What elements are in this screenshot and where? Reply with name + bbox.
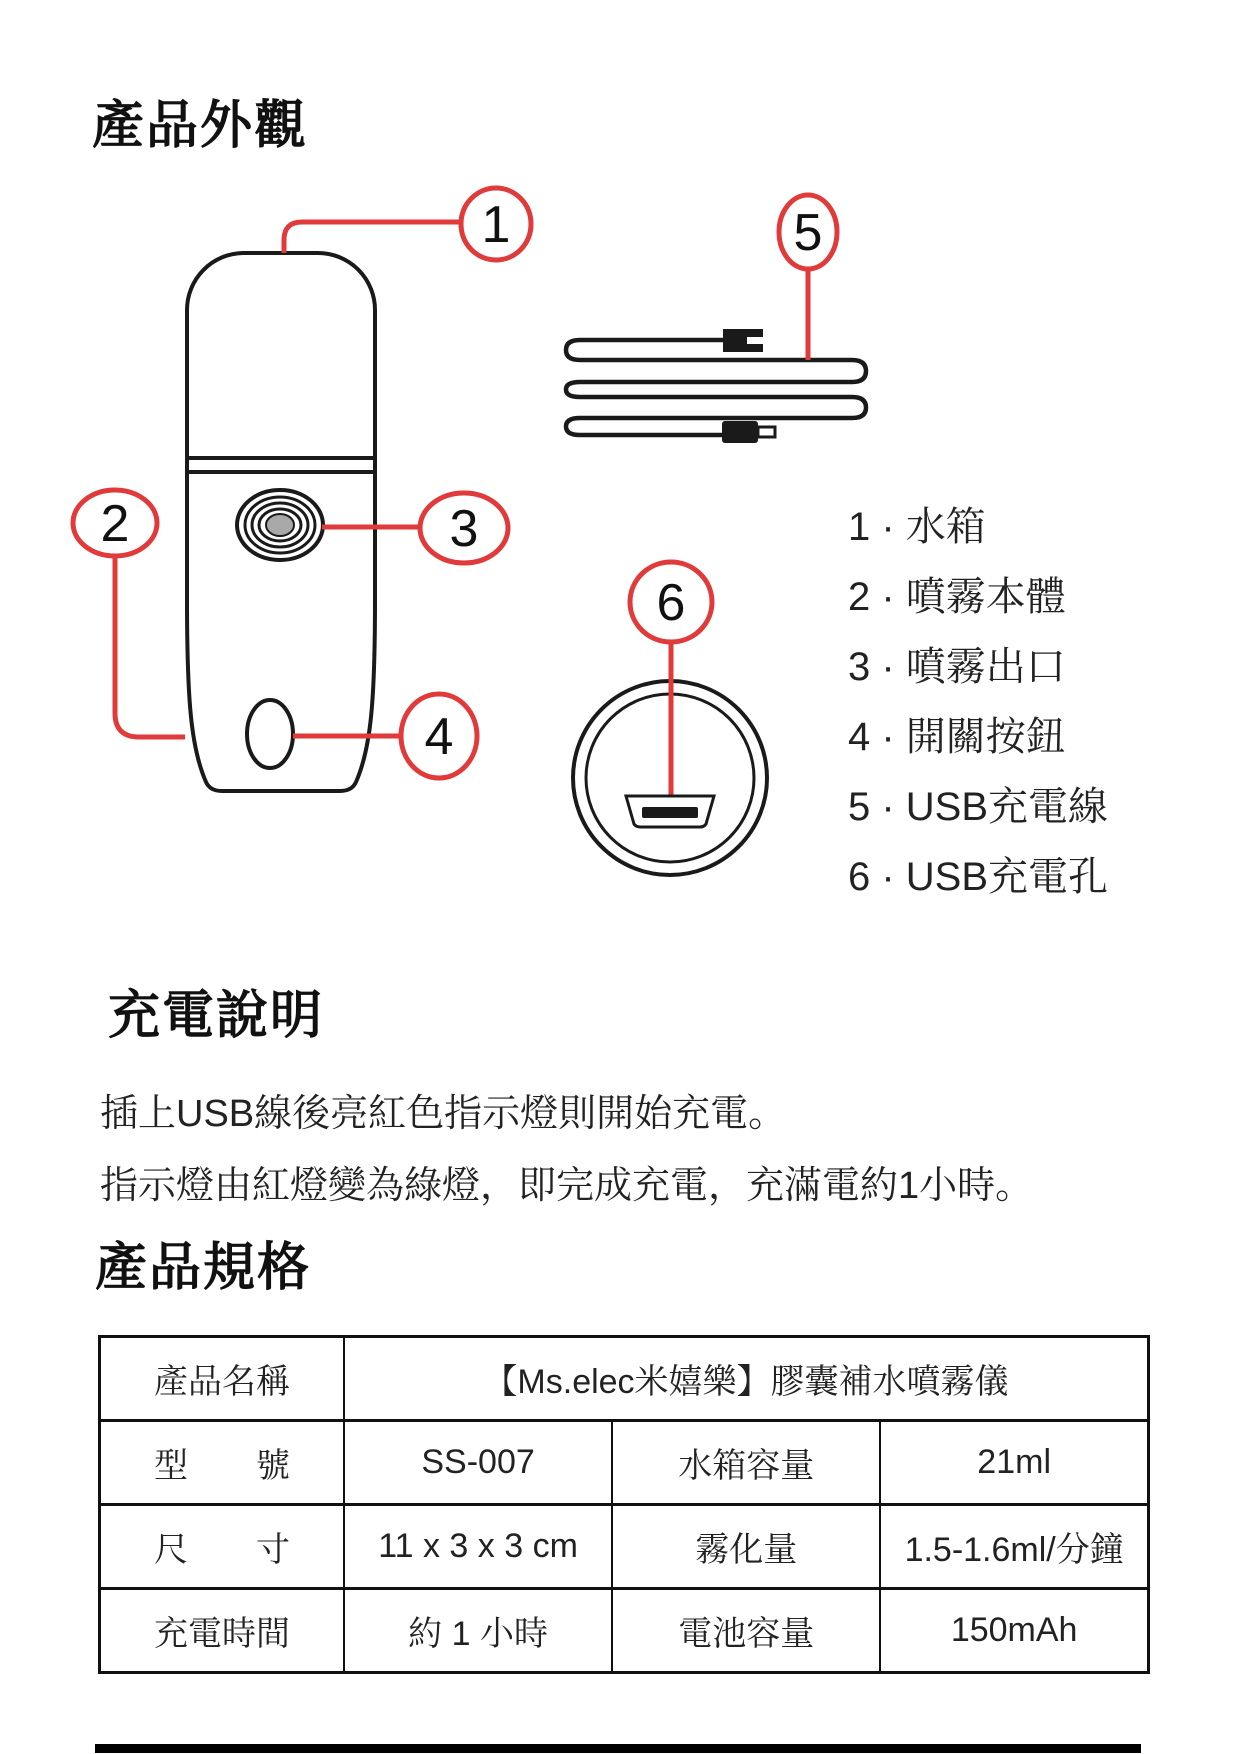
table-row	[100, 1421, 1149, 1505]
section-title-specs: 產品規格	[95, 1239, 312, 1297]
specs-table	[98, 1335, 1150, 1674]
callout-circle-6	[630, 562, 712, 642]
svg-text:3: 3	[449, 500, 479, 558]
micro-usb-connector	[722, 421, 775, 443]
spec-label-tank-capacity: 水箱容量	[612, 1421, 880, 1505]
callout-circle-2	[73, 490, 157, 556]
callout-circle-3	[420, 493, 508, 563]
spec-label-product-name: 產品名稱	[100, 1337, 345, 1421]
section-title-charging: 充電說明	[108, 987, 325, 1045]
spec-value-size: 11 x 3 x 3 cm	[344, 1505, 612, 1589]
svg-text:5: 5	[793, 204, 823, 262]
usb-a-connector	[723, 329, 763, 352]
section-title-appearance: 產品外觀	[92, 97, 309, 155]
legend	[848, 492, 1108, 912]
charging-line-2: 指示燈由紅燈變為綠燈，即完成充電，充滿電約1小時。	[100, 1165, 1034, 1207]
callout-circle-1	[461, 188, 531, 260]
spec-label-mist-rate: 霧化量	[612, 1505, 880, 1589]
table-row	[100, 1589, 1149, 1673]
svg-text:4: 4	[424, 708, 454, 766]
table-row	[100, 1337, 1149, 1421]
spec-value-product-name: 【Ms.elec米嬉樂】膠囊補水噴霧儀	[344, 1337, 1149, 1421]
callout-circle-4	[401, 694, 477, 778]
charging-instructions	[100, 1078, 1033, 1222]
power-button	[247, 700, 293, 768]
callout-line-1	[284, 222, 461, 253]
legend-item-1: 1 · 水箱	[848, 505, 986, 549]
svg-text:2: 2	[100, 495, 130, 553]
legend-item-6: 6 · USB充電孔	[848, 855, 1109, 899]
charging-line-1: 插上USB線後亮紅色指示燈則開始充電。	[100, 1093, 787, 1135]
callout-circle-5	[779, 195, 837, 269]
legend-item-5: 5 · USB充電線	[848, 785, 1109, 829]
spec-label-charge-time: 充電時間	[100, 1589, 345, 1673]
legend-item-2: 2 · 噴霧本體	[848, 575, 1066, 619]
usb-cable	[566, 340, 866, 435]
callout-line-2	[115, 556, 185, 737]
spec-value-tank-capacity: 21ml	[880, 1421, 1148, 1505]
usb-port-socket	[626, 796, 714, 827]
page-bottom-bar	[95, 1744, 1141, 1753]
legend-item-4: 4 · 開關按鈕	[848, 715, 1066, 759]
svg-text:6: 6	[656, 574, 686, 632]
spray-outlet	[237, 490, 323, 560]
spec-value-battery: 150mAh	[880, 1589, 1148, 1673]
table-row	[100, 1505, 1149, 1589]
legend-item-3: 3 · 噴霧出口	[848, 645, 1066, 689]
spec-value-model: SS-007	[344, 1421, 612, 1505]
svg-text:1: 1	[481, 196, 511, 254]
spec-value-mist-rate: 1.5-1.6ml/分鐘	[880, 1505, 1148, 1589]
spec-label-battery: 電池容量	[612, 1589, 880, 1673]
spec-value-charge-time: 約 1 小時	[344, 1589, 612, 1673]
spec-label-model: 型 號	[100, 1421, 345, 1505]
spec-label-size: 尺 寸	[100, 1505, 345, 1589]
